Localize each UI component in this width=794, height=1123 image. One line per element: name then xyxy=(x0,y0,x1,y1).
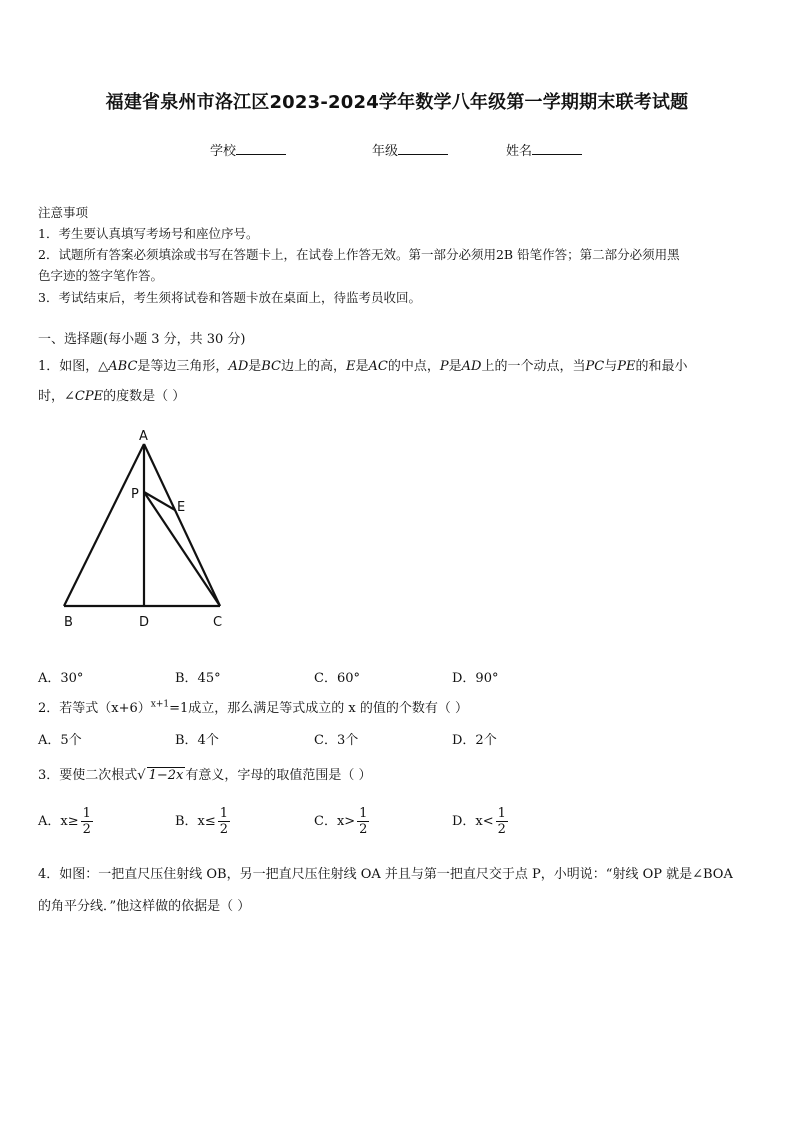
side-ac xyxy=(144,444,220,606)
grade-blank[interactable] xyxy=(398,142,448,155)
label-b: B xyxy=(64,615,73,630)
q2-option-a[interactable]: A．5个 xyxy=(38,733,82,748)
label-a: A xyxy=(139,429,148,444)
triangle-figure xyxy=(50,422,240,634)
q1-option-c[interactable]: C．60° xyxy=(314,671,360,686)
name-field[interactable] xyxy=(506,140,582,159)
question-1-line-1: 1．如图，△ABC是等边三角形，AD是BC边上的高，E是AC的中点，P是AD上的一个动点，当PC与PE的和最小 xyxy=(38,359,688,374)
label-p: P xyxy=(131,487,139,502)
grade-label: 年级 xyxy=(372,144,399,159)
name-blank[interactable] xyxy=(532,142,582,155)
grade-field[interactable] xyxy=(372,140,448,159)
school-field[interactable] xyxy=(210,140,286,159)
school-label: 学校 xyxy=(210,144,237,159)
q1-option-d[interactable]: D．90° xyxy=(452,671,499,686)
name-label: 姓名 xyxy=(506,144,533,159)
q1-option-b[interactable]: B．45° xyxy=(175,671,221,686)
label-d: D xyxy=(139,615,150,630)
page-title: 福建省泉州市洛江区2023-2024学年数学八年级第一学期期末联考试题 xyxy=(105,92,689,113)
question-2: 2．若等式$(x+6)^{x+1}=1$成立，那么满足等式成立的 x 的值的个数有（ ） xyxy=(38,699,469,716)
q2-option-d[interactable]: D．2个 xyxy=(452,733,497,748)
question-3: 3．要使二次根式√ 1−2x 有意义，字母的取值范围是（ ） xyxy=(38,768,372,783)
side-ab xyxy=(64,444,144,606)
q2-option-b[interactable]: B．4个 xyxy=(175,733,219,748)
label-c: C xyxy=(213,615,223,630)
question-4-line-2: 的角平分线．”他这样做的依据是（ ） xyxy=(38,899,251,914)
notice-item: 3．考试结束后，考生须将试卷和答题卡放在桌面上，待监考员收回。 xyxy=(38,290,421,305)
school-blank[interactable] xyxy=(236,142,286,155)
label-e: E xyxy=(177,500,186,515)
sqrt-sign: √ xyxy=(137,768,146,783)
q3-option-c[interactable]: C．x> $\frac{1}{2}$ xyxy=(314,806,368,837)
question-4-line-1: 4．如图：一把直尺压住射线 OB，另一把直尺压住射线 OA 并且与第一把直尺交于点 P，小明说：“射线 OP 就是∠BOA xyxy=(38,867,733,882)
question-1-line-2: 时，∠CPE的度数是（ ） xyxy=(38,389,186,404)
q2-option-c[interactable]: C．3个 xyxy=(314,733,359,748)
q3-option-b[interactable]: B．x≤ $\frac{1}{2}$ xyxy=(175,806,229,837)
q3-option-a[interactable]: A．x≥ $\frac{1}{2}$ xyxy=(38,806,91,837)
section-heading: 一、选择题(每小题 3 分，共 30 分) xyxy=(38,332,246,347)
notice-item: 色字迹的签字笔作答。 xyxy=(38,268,164,283)
notice-item: 2．试题所有答案必须填涂或书写在答题卡上，在试卷上作答无效。第一部分必须用2B 铅笔作答；第二部分必须用黑 xyxy=(38,247,680,262)
notice-item: 1．考生要认真填写考场号和座位序号。 xyxy=(38,226,259,241)
q1-option-a[interactable]: A．30° xyxy=(38,671,84,686)
notice-heading: 注意事项 xyxy=(38,205,89,220)
q3-option-d[interactable]: D．x< $\frac{1}{2}$ xyxy=(452,806,506,837)
